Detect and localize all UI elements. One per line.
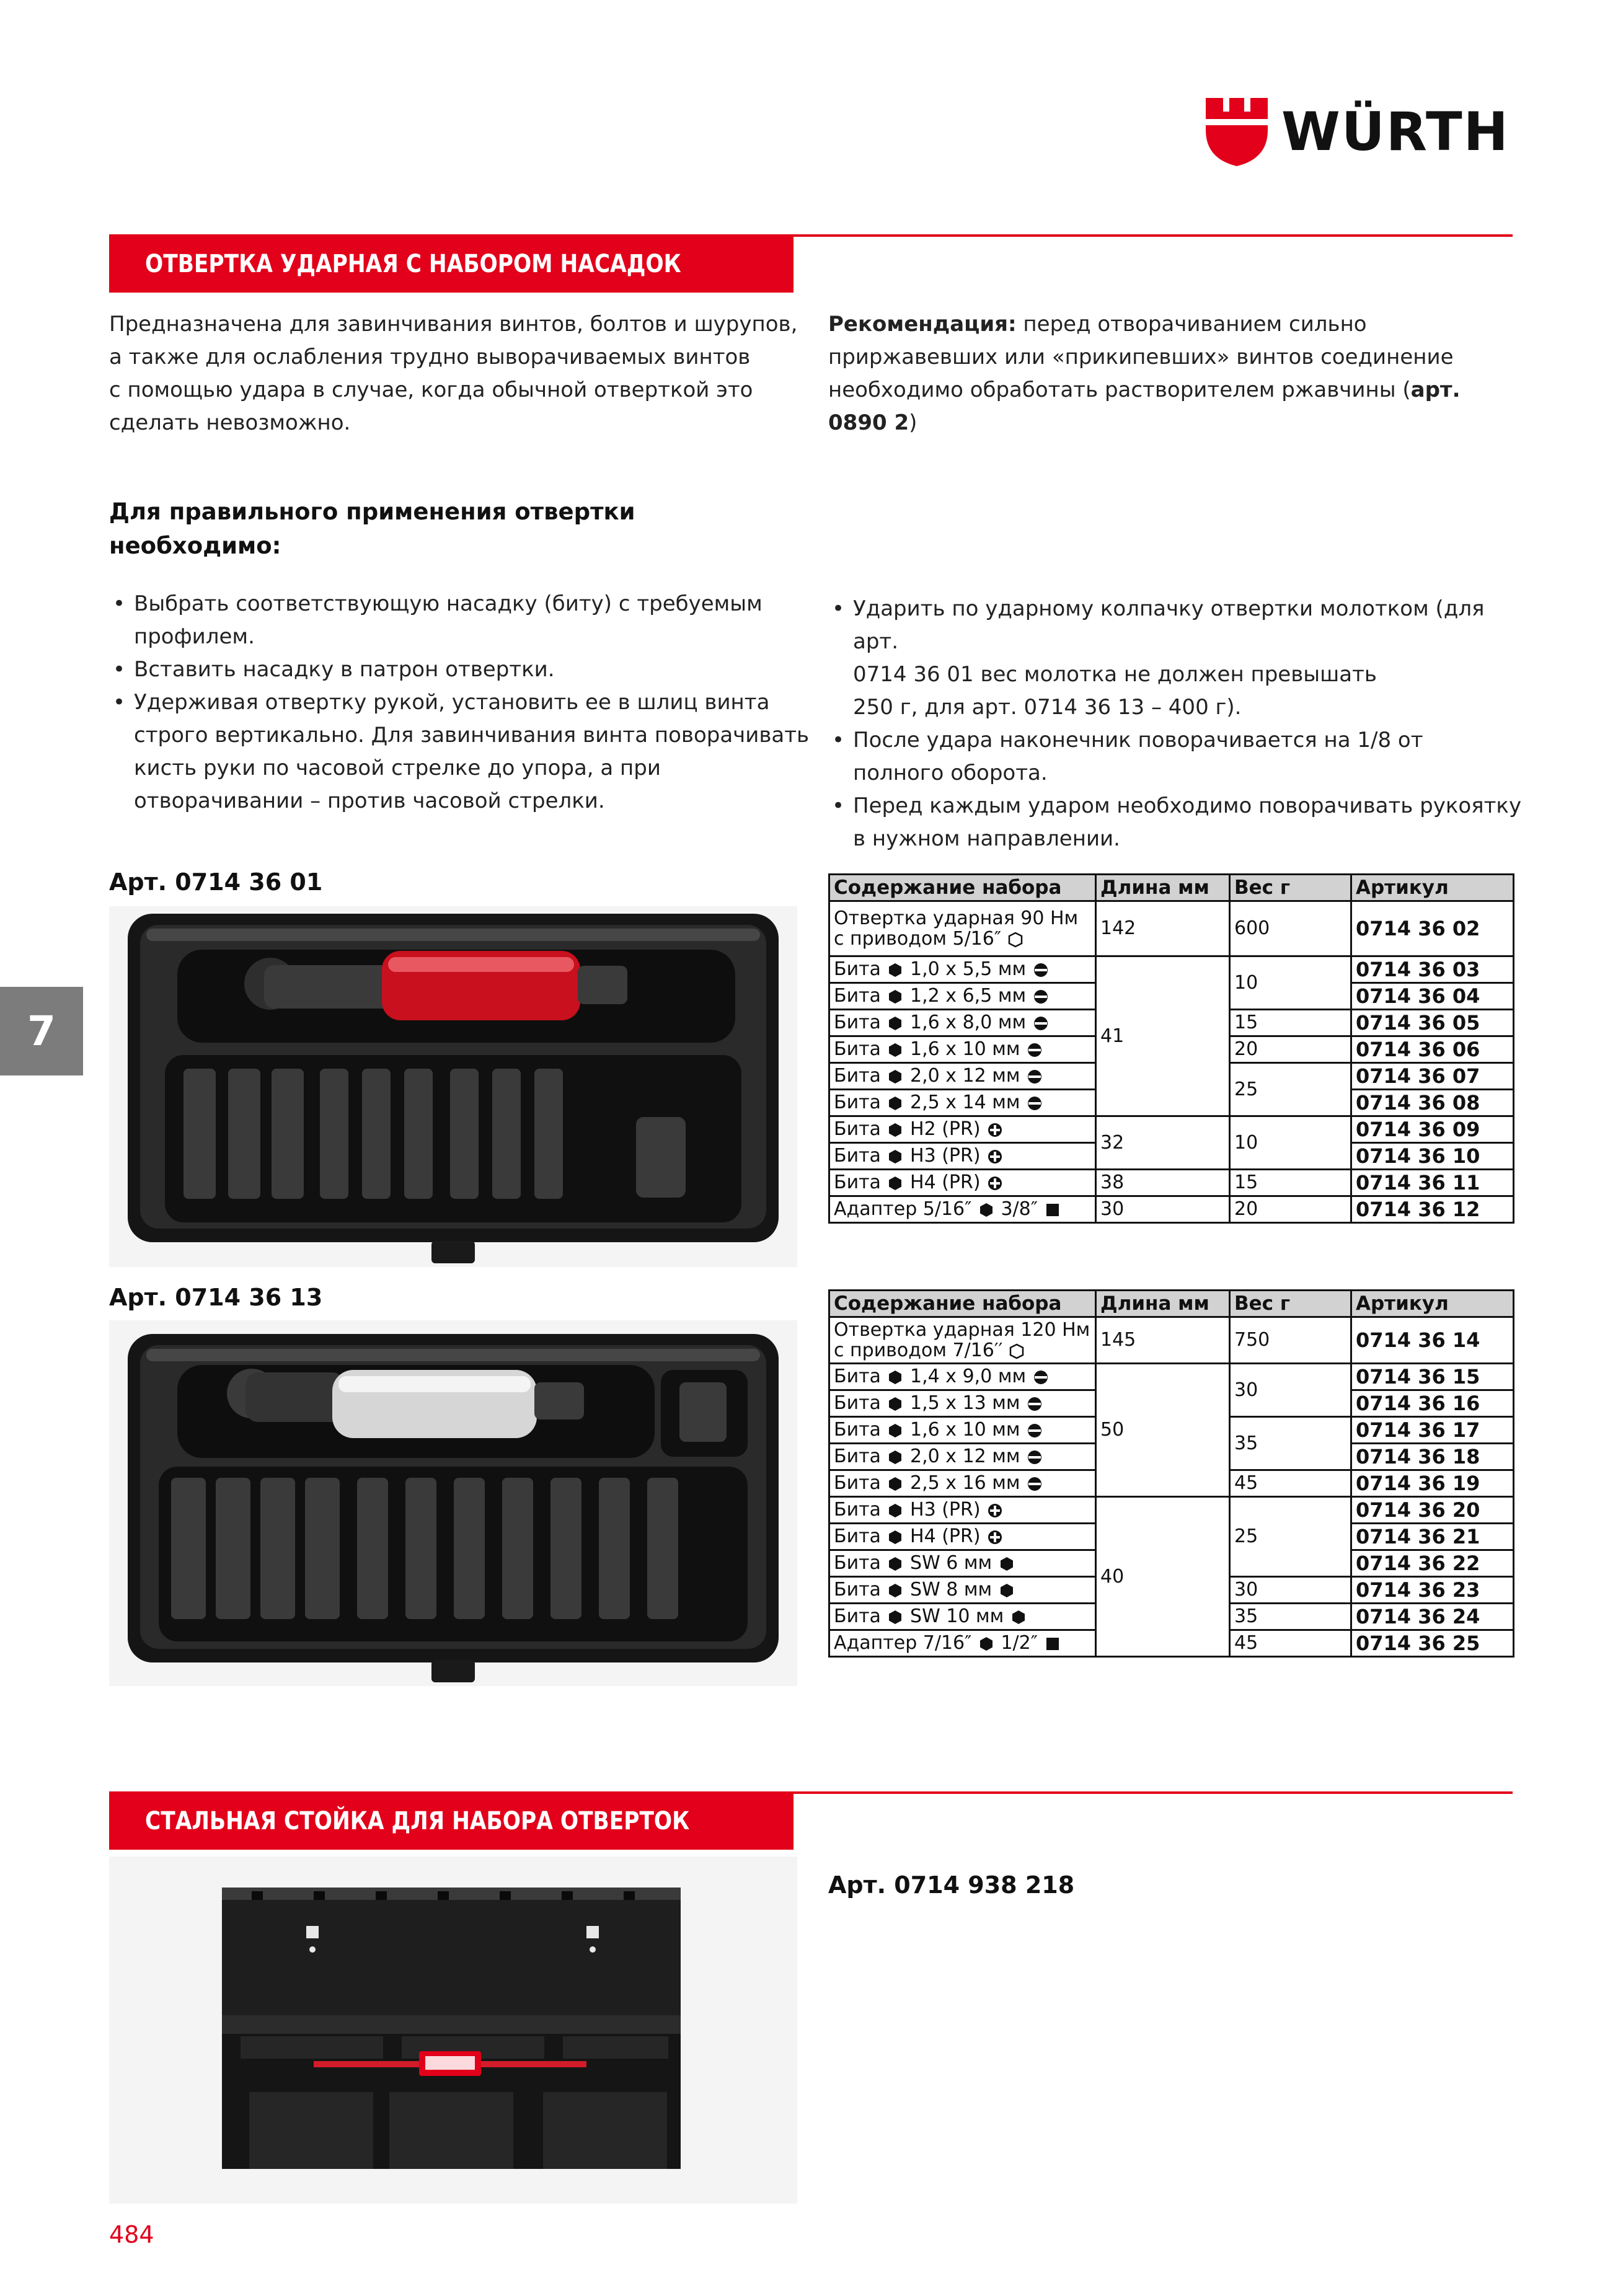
hex-tip-icon <box>998 1582 1015 1599</box>
item-prefix: Бита <box>834 958 881 980</box>
hex-shank-icon <box>886 1449 904 1466</box>
hex-shank-icon <box>886 1529 904 1546</box>
item-prefix: Бита <box>834 1172 881 1193</box>
item-spec: H3 (PR) <box>910 1499 981 1521</box>
row-description <box>829 1444 1096 1470</box>
table-row <box>829 1317 1514 1364</box>
usage-bullet: • Вставить насадку в патрон отвертки. <box>109 653 810 686</box>
row-description <box>829 1143 1096 1170</box>
recommendation-text: ) <box>909 410 917 435</box>
item-prefix: Бита <box>834 1145 881 1167</box>
row-article: 0714 36 20 <box>1351 1497 1514 1524</box>
row-article: 0714 36 15 <box>1351 1364 1514 1390</box>
row-weight: 600 <box>1230 901 1351 956</box>
row-article: 0714 36 04 <box>1351 983 1514 1010</box>
row-weight: 10 <box>1230 1116 1351 1170</box>
row-article: 0714 36 14 <box>1351 1317 1514 1364</box>
item-spec: 2,5 x 16 мм <box>910 1472 1020 1494</box>
hex-shank-icon <box>886 1609 904 1626</box>
item-prefix: Бита <box>834 1065 881 1087</box>
wurth-logo <box>1206 98 1516 166</box>
table-row <box>829 901 1514 956</box>
row-article: 0714 36 22 <box>1351 1550 1514 1577</box>
item-spec: 2,0 x 12 мм <box>910 1065 1020 1087</box>
usage-bullet: • Удерживая отвертку рукой, установить ее в шлиц винта строго вертикально. Для завинчивания винта поворачивать кисть руки по часовой стрелке до упора, а при отворачивании – против часовой стрелки. <box>109 686 810 818</box>
item-prefix: Бита <box>834 1092 881 1113</box>
row-article: 0714 36 19 <box>1351 1470 1514 1497</box>
row-article: 0714 36 02 <box>1351 901 1514 956</box>
slot-tip-icon <box>1026 1041 1043 1059</box>
header-contents: Содержание набора <box>829 1291 1096 1317</box>
usage-bullet: • Перед каждым ударом необходимо поворачивать рукоятку в нужном направлении. <box>828 790 1523 855</box>
table-row <box>829 1497 1514 1524</box>
row-weight: 45 <box>1230 1470 1351 1497</box>
intro-line: с помощью удара в случае, когда обычной отверткой это <box>109 378 753 402</box>
recommendation-text: необходимо обработать растворителем ржавчины ( <box>828 378 1411 402</box>
row-length: 30 <box>1096 1196 1230 1223</box>
item-spec: 1,5 x 13 мм <box>910 1392 1020 1414</box>
table-row <box>829 956 1514 983</box>
header-article: Артикул <box>1351 875 1514 901</box>
table-row <box>829 1170 1514 1196</box>
item-prefix: Бита <box>834 1038 881 1060</box>
row-weight: 35 <box>1230 1604 1351 1630</box>
item-prefix: Бита <box>834 1118 881 1140</box>
hex-shank-icon <box>886 1068 904 1085</box>
recommendation-article: арт. <box>1410 378 1461 402</box>
item-spec: 1,4 x 9,0 мм <box>910 1366 1027 1387</box>
row-description <box>829 1063 1096 1090</box>
header-length: Длина мм <box>1096 1291 1230 1317</box>
slot-tip-icon <box>1026 1068 1043 1085</box>
row-description <box>829 1577 1096 1604</box>
row-article: 0714 36 05 <box>1351 1010 1514 1036</box>
item-spec: 2,0 x 12 мм <box>910 1446 1020 1467</box>
cross-tip-icon <box>986 1148 1004 1165</box>
item-spec: H4 (PR) <box>910 1526 981 1547</box>
chapter-tab: 7 <box>0 987 83 1075</box>
section-title: СТАЛЬНАЯ СТОЙКА ДЛЯ НАБОРА ОТВЕРТОК <box>145 1807 690 1835</box>
set2-spec-table <box>828 1289 1514 1658</box>
usage-bullet: • Выбрать соответствующую насадку (биту) с требуемым профилем. <box>109 588 810 653</box>
row-length: 32 <box>1096 1116 1230 1170</box>
hex-shank-icon <box>886 988 904 1005</box>
row-description <box>829 1390 1096 1417</box>
item-prefix: Бита <box>834 1579 881 1601</box>
item-prefix: Бита <box>834 1605 881 1627</box>
row-article: 0714 36 10 <box>1351 1143 1514 1170</box>
usage-list-left <box>109 588 810 818</box>
slot-tip-icon <box>1026 1395 1043 1413</box>
page-number: 484 <box>109 2221 154 2248</box>
row-weight: 20 <box>1230 1196 1351 1223</box>
item-spec: 1,6 x 8,0 мм <box>910 1012 1027 1033</box>
hex-shank-icon <box>886 1015 904 1032</box>
item-spec: 3/8″ <box>1001 1198 1038 1220</box>
row-description <box>829 1196 1096 1223</box>
row-description <box>829 1090 1096 1116</box>
wurth-logo-icon <box>1206 98 1268 166</box>
row-weight: 30 <box>1230 1577 1351 1604</box>
row-weight: 25 <box>1230 1497 1351 1577</box>
item-prefix: Бита <box>834 1472 881 1494</box>
hex-shank-icon <box>978 1635 995 1653</box>
row-description: Отвертка ударная 90 Нм с приводом 5/16″ <box>829 901 1096 956</box>
row-description: Отвертка ударная 120 Нм с приводом 7/16′′ <box>829 1317 1096 1364</box>
header-article: Артикул <box>1351 1291 1514 1317</box>
cross-tip-icon <box>986 1175 1004 1192</box>
recommendation-label: Рекомендация: <box>828 312 1017 337</box>
usage-list-right <box>828 593 1523 855</box>
slot-tip-icon <box>1026 1422 1043 1439</box>
item-spec: 2,5 x 14 мм <box>910 1092 1020 1113</box>
row-description <box>829 1170 1096 1196</box>
slot-tip-icon <box>1032 961 1050 979</box>
recommendation-text: приржавевших или «прикипевших» винтов соединение <box>828 345 1454 369</box>
row-length: 40 <box>1096 1497 1230 1657</box>
intro-line: сделать невозможно. <box>109 410 351 435</box>
row-article: 0714 36 24 <box>1351 1604 1514 1630</box>
slot-tip-icon <box>1032 1015 1050 1032</box>
slot-tip-icon <box>1026 1449 1043 1466</box>
usage-heading <box>109 495 791 563</box>
row-article: 0714 36 06 <box>1351 1036 1514 1063</box>
item-spec: 1/2″ <box>1001 1632 1038 1654</box>
row-weight: 30 <box>1230 1364 1351 1417</box>
slot-tip-icon <box>1026 1475 1043 1493</box>
row-length: 142 <box>1096 901 1230 956</box>
slot-tip-icon <box>1032 1369 1050 1386</box>
table-row <box>829 1196 1514 1223</box>
header-weight: Вес г <box>1230 1291 1351 1317</box>
row-description <box>829 1550 1096 1577</box>
item-spec: 1,0 x 5,5 мм <box>910 958 1027 980</box>
header-weight: Вес г <box>1230 875 1351 901</box>
item-spec: 1,6 x 10 мм <box>910 1419 1020 1441</box>
item-spec: 1,2 x 6,5 мм <box>910 985 1027 1007</box>
row-weight: 750 <box>1230 1317 1351 1364</box>
row-length: 145 <box>1096 1317 1230 1364</box>
hex-shank-icon <box>886 1121 904 1139</box>
row-weight: 20 <box>1230 1036 1351 1063</box>
row-description <box>829 1524 1096 1550</box>
recommendation-paragraph <box>828 308 1516 439</box>
header-length: Длина мм <box>1096 875 1230 901</box>
table-header-row <box>829 875 1514 901</box>
row-article: 0714 36 18 <box>1351 1444 1514 1470</box>
section-title-bar <box>109 236 794 293</box>
cross-tip-icon <box>986 1121 1004 1139</box>
square-tip-icon <box>1044 1635 1061 1653</box>
section-title-bar <box>109 1793 794 1850</box>
hex-shank-icon <box>886 1369 904 1386</box>
hex-shank-icon <box>886 1582 904 1599</box>
brand-name: WÜRTH <box>1281 101 1510 163</box>
hex-shank-icon <box>886 1502 904 1519</box>
usage-heading-line: необходимо: <box>109 532 281 559</box>
hex-shank-icon <box>886 1148 904 1165</box>
slot-tip-icon <box>1032 988 1050 1005</box>
recommendation-article: 0890 2 <box>828 410 909 435</box>
row-article: 0714 36 16 <box>1351 1390 1514 1417</box>
row-length: 50 <box>1096 1364 1230 1497</box>
row-description <box>829 1116 1096 1143</box>
row-article: 0714 36 03 <box>1351 956 1514 983</box>
item-prefix: Бита <box>834 985 881 1007</box>
row-weight: 35 <box>1230 1417 1351 1470</box>
row-description <box>829 1630 1096 1657</box>
item-spec: H4 (PR) <box>910 1172 981 1193</box>
header-contents: Содержание набора <box>829 875 1096 901</box>
row-description <box>829 1470 1096 1497</box>
row-article: 0714 36 07 <box>1351 1063 1514 1090</box>
set1-article-label: Арт. 0714 36 01 <box>109 868 323 896</box>
hex-tip-icon <box>1010 1609 1027 1626</box>
row-weight: 25 <box>1230 1063 1351 1116</box>
row-description <box>829 1417 1096 1444</box>
row-weight: 15 <box>1230 1170 1351 1196</box>
row-article: 0714 36 12 <box>1351 1196 1514 1223</box>
item-prefix: Бита <box>834 1499 881 1521</box>
row-description <box>829 983 1096 1010</box>
item-prefix: Адаптер 5/16″ <box>834 1198 972 1220</box>
item-spec: SW 8 мм <box>910 1579 992 1601</box>
hex-outline-icon <box>1009 1343 1025 1359</box>
hex-shank-icon <box>886 1422 904 1439</box>
set2-article-label: Арт. 0714 36 13 <box>109 1284 323 1311</box>
set1-product-photo <box>109 906 797 1267</box>
row-description <box>829 1604 1096 1630</box>
square-tip-icon <box>1044 1201 1061 1219</box>
steel-stand-photo <box>109 1857 797 2204</box>
row-article: 0714 36 17 <box>1351 1417 1514 1444</box>
row-description <box>829 1036 1096 1063</box>
stand-article-label: Арт. 0714 938 218 <box>828 1871 1075 1899</box>
section-title: ОТВЕРТКА УДАРНАЯ С НАБОРОМ НАСАДОК <box>145 250 681 278</box>
item-prefix: Адаптер 7/16″ <box>834 1632 972 1654</box>
set2-product-photo <box>109 1320 797 1686</box>
table-row <box>829 1116 1514 1143</box>
intro-paragraph <box>109 308 803 439</box>
row-article: 0714 36 08 <box>1351 1090 1514 1116</box>
table-row <box>829 1364 1514 1390</box>
row-weight: 15 <box>1230 1010 1351 1036</box>
intro-line: а также для ослабления трудно выворачиваемых винтов <box>109 345 751 369</box>
usage-bullet: • После удара наконечник поворачивается на 1/8 от полного оборота. <box>828 724 1523 790</box>
row-length: 41 <box>1096 956 1230 1116</box>
row-description <box>829 1364 1096 1390</box>
item-spec: H3 (PR) <box>910 1145 981 1167</box>
hex-shank-icon <box>886 1041 904 1059</box>
hex-shank-icon <box>886 1175 904 1192</box>
hex-outline-icon <box>1007 932 1023 948</box>
item-prefix: Бита <box>834 1526 881 1547</box>
set1-spec-table <box>828 873 1514 1224</box>
cross-tip-icon <box>986 1502 1004 1519</box>
item-spec: SW 6 мм <box>910 1552 992 1574</box>
row-article: 0714 36 11 <box>1351 1170 1514 1196</box>
item-prefix: Бита <box>834 1392 881 1414</box>
hex-shank-icon <box>978 1201 995 1219</box>
hex-tip-icon <box>998 1555 1015 1573</box>
item-prefix: Бита <box>834 1446 881 1467</box>
item-prefix: Бита <box>834 1366 881 1387</box>
row-description <box>829 1497 1096 1524</box>
hex-shank-icon <box>886 1395 904 1413</box>
row-description <box>829 1010 1096 1036</box>
item-prefix: Бита <box>834 1552 881 1574</box>
slot-tip-icon <box>1026 1095 1043 1112</box>
row-article: 0714 36 25 <box>1351 1630 1514 1657</box>
item-spec: 1,6 x 10 мм <box>910 1038 1020 1060</box>
hex-shank-icon <box>886 1475 904 1493</box>
item-spec: SW 10 мм <box>910 1605 1004 1627</box>
row-article: 0714 36 23 <box>1351 1577 1514 1604</box>
hex-shank-icon <box>886 1095 904 1112</box>
hex-shank-icon <box>886 1555 904 1573</box>
recommendation-text: перед отворачиванием сильно <box>1016 312 1367 337</box>
hex-shank-icon <box>886 961 904 979</box>
usage-heading-line: Для правильного применения отвертки <box>109 498 635 525</box>
row-article: 0714 36 09 <box>1351 1116 1514 1143</box>
item-prefix: Бита <box>834 1419 881 1441</box>
usage-bullet: • Ударить по ударному колпачку отвертки молотком (для арт. 0714 36 01 вес молотка не должен превышать 250 г, для арт. 0714 36 13 – 400 г). <box>828 593 1523 724</box>
table-header-row <box>829 1291 1514 1317</box>
row-weight: 45 <box>1230 1630 1351 1657</box>
item-prefix: Бита <box>834 1012 881 1033</box>
item-spec: H2 (PR) <box>910 1118 981 1140</box>
row-article: 0714 36 21 <box>1351 1524 1514 1550</box>
intro-line: Предназначена для завинчивания винтов, болтов и шурупов, <box>109 312 798 337</box>
cross-tip-icon <box>986 1529 1004 1546</box>
row-description <box>829 956 1096 983</box>
row-weight: 10 <box>1230 956 1351 1010</box>
row-length: 38 <box>1096 1170 1230 1196</box>
